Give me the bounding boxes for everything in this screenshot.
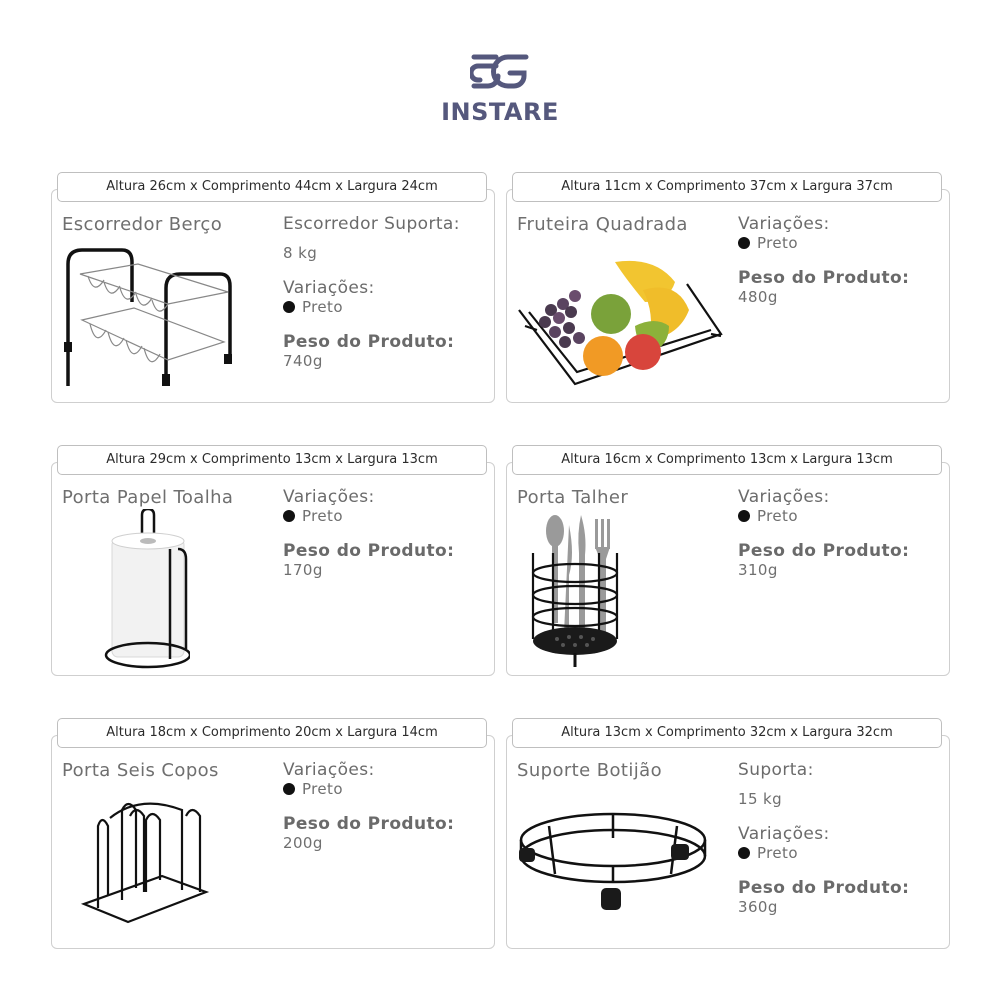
product-card — [506, 179, 950, 403]
weight-value: 170g — [283, 561, 323, 579]
weight-label: Peso do Produto: — [283, 541, 455, 561]
cup-rack-icon — [80, 796, 210, 926]
product-dimensions: Altura 16cm x Comprimento 13cm x Largura 13cm — [512, 445, 942, 475]
variations-label: Variações: — [738, 824, 830, 844]
product-info — [283, 214, 493, 370]
product-dimensions: Altura 29cm x Comprimento 13cm x Largura 13cm — [57, 445, 487, 475]
support-label: Escorredor Suporta: — [283, 214, 460, 234]
ig-monogram-icon — [470, 52, 530, 94]
cutlery-holder-icon — [523, 513, 623, 669]
dish-rack-icon — [60, 242, 240, 388]
support-value: 8 kg — [283, 244, 318, 262]
product-name: Porta Seis Copos — [62, 760, 219, 781]
variation-option: Preto — [283, 507, 493, 525]
product-name: Porta Talher — [517, 487, 629, 508]
product-info — [738, 214, 948, 306]
product-dimensions: Altura 13cm x Comprimento 32cm x Largura 32cm — [512, 718, 942, 748]
color-swatch-black — [738, 237, 750, 249]
weight-label: Peso do Produto: — [283, 814, 455, 834]
weight-label: Peso do Produto: — [738, 878, 910, 898]
color-swatch-black — [283, 510, 295, 522]
product-card — [51, 452, 495, 676]
variations-label: Variações: — [738, 487, 830, 507]
brand-logo — [0, 52, 1000, 126]
product-dimensions: Altura 26cm x Comprimento 44cm x Largura 24cm — [57, 172, 487, 202]
variations-label: Variações: — [283, 760, 375, 780]
support-label: Suporta: — [738, 760, 814, 780]
paper-towel-holder-icon — [104, 509, 190, 669]
product-info — [738, 487, 948, 579]
color-swatch-black — [738, 510, 750, 522]
weight-value: 310g — [738, 561, 778, 579]
weight-label: Peso do Produto: — [283, 332, 455, 352]
product-name: Porta Papel Toalha — [62, 487, 234, 508]
support-value: 15 kg — [738, 790, 783, 808]
variation-option: Preto — [283, 780, 493, 798]
product-dimensions: Altura 11cm x Comprimento 37cm x Largura 37cm — [512, 172, 942, 202]
product-dimensions: Altura 18cm x Comprimento 20cm x Largura 14cm — [57, 718, 487, 748]
product-info — [283, 760, 493, 852]
color-swatch-black — [738, 847, 750, 859]
variation-option: Preto — [738, 844, 948, 862]
weight-label: Peso do Produto: — [738, 268, 910, 288]
product-info — [283, 487, 493, 579]
gas-cylinder-stand-icon — [515, 808, 711, 918]
variations-label: Variações: — [283, 487, 375, 507]
variation-option: Preto — [738, 507, 948, 525]
product-card — [51, 725, 495, 949]
variation-option: Preto — [283, 298, 493, 316]
weight-label: Peso do Produto: — [738, 541, 910, 561]
weight-value: 480g — [738, 288, 778, 306]
weight-value: 360g — [738, 898, 778, 916]
weight-value: 740g — [283, 352, 323, 370]
product-name: Suporte Botijão — [517, 760, 662, 781]
product-card — [51, 179, 495, 403]
weight-value: 200g — [283, 834, 323, 852]
brand-name: INSTARE — [441, 98, 559, 126]
product-info — [738, 760, 948, 916]
variations-label: Variações: — [283, 278, 375, 298]
product-name: Fruteira Quadrada — [517, 214, 688, 235]
fruit-bowl-icon — [515, 250, 725, 390]
product-card — [506, 725, 950, 949]
product-card — [506, 452, 950, 676]
color-swatch-black — [283, 783, 295, 795]
color-swatch-black — [283, 301, 295, 313]
variation-option: Preto — [738, 234, 948, 252]
product-name: Escorredor Berço — [62, 214, 223, 235]
variations-label: Variações: — [738, 214, 830, 234]
